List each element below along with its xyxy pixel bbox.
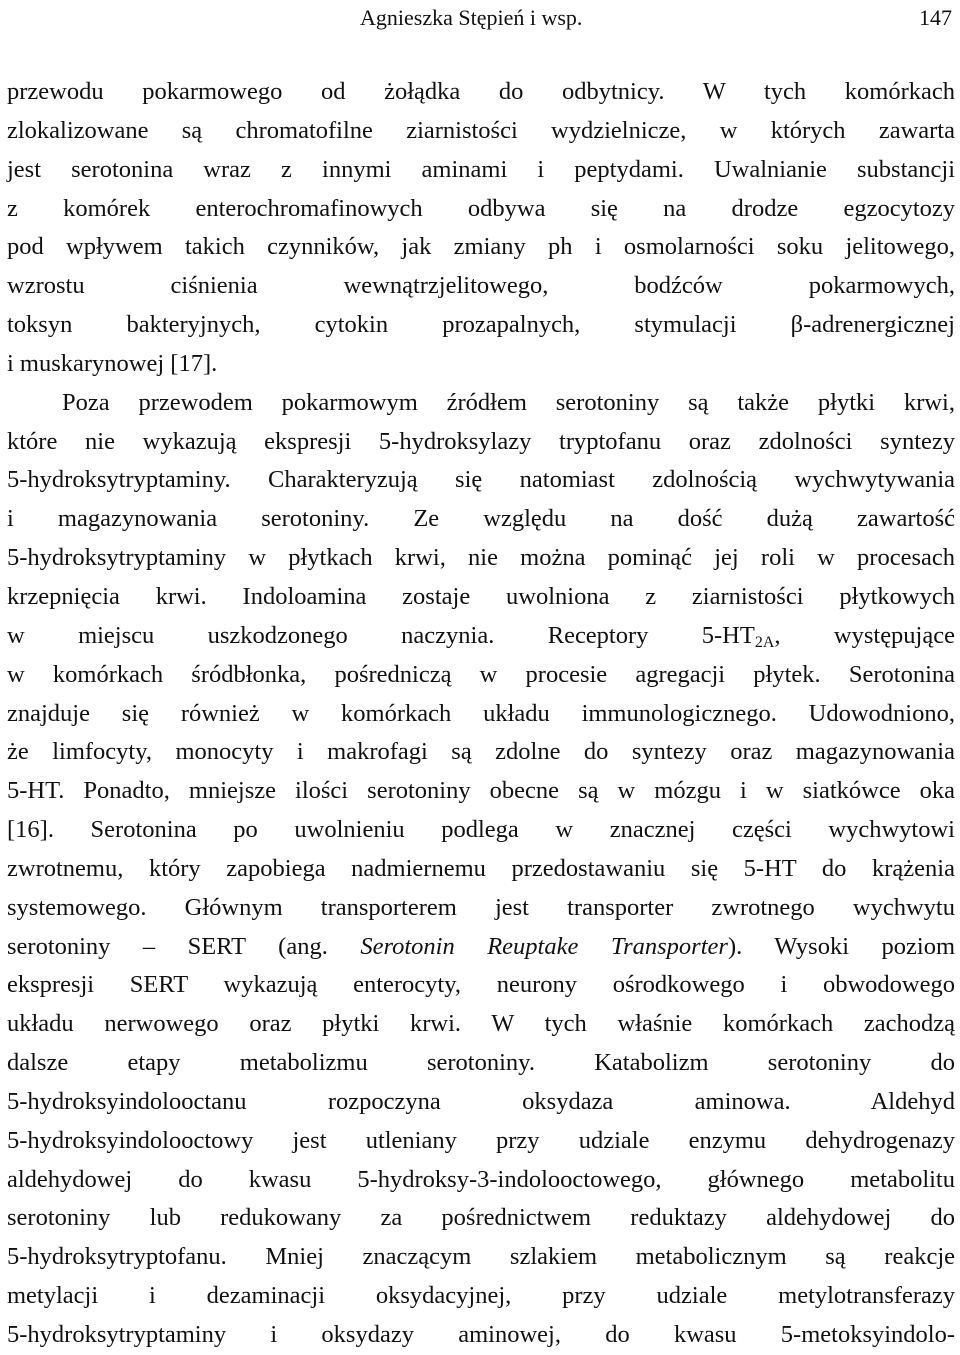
text-line: wzrostu ciśnienia wewnątrzjelitowego, bodźców pokarmowych, [7,272,955,300]
text-line: serotoniny lub redukowany za pośrednictwem reduktazy aldehydowej do [7,1204,955,1232]
text-line: aldehydowej do kwasu 5-hydroksy-3-indolooctowego, głównego metabolitu [7,1165,955,1193]
text-line: w komórkach śródbłonka, pośredniczą w procesie agregacji płytek. Serotonina [7,660,955,688]
text-line: Poza przewodem pokarmowym źródłem serotoniny są także płytki krwi, [62,388,955,416]
text-line: z komórek enterochromafinowych odbywa się na drodze egzocytozy [7,194,955,222]
page-number: 147 [919,5,952,30]
text-line: 5-hydroksytryptaminy. Charakteryzują się natomiast zdolnością wychwytywania [7,466,955,494]
text-line: i magazynowania serotoniny. Ze względu na dość dużą zawartość [7,505,955,533]
header-author: Agnieszka Stępień i wsp. [360,5,583,30]
text-line: 5-hydroksytryptaminy w płytkach krwi, nie można pominąć jej roli w procesach [7,544,955,572]
text-line: i muskarynowej [17]. [7,349,218,377]
text-line: jest serotonina wraz z innymi aminami i peptydami. Uwalnianie substancji [7,155,955,183]
text-line: znajduje się również w komórkach układu immunologicznego. Udowodniono, [7,699,955,727]
text-segment: ). Wysoki poziom [727,932,956,960]
body-text [7,73,955,1355]
text-line: pod wpływem takich czynników, jak zmiany ph i osmolarności soku jelitowego, [7,233,955,261]
text-line: 5-hydroksyindolooctanu rozpoczyna oksydaza aminowa. Aldehyd [7,1087,955,1115]
text-line: 5-HT. Ponadto, mniejsze ilości serotoniny obecne są w mózgu i w siatkówce oka [7,777,955,805]
text-segment: , występujące [774,621,955,649]
text-line: 5-hydroksytryptaminy i oksydazy aminowej, do kwasu 5-metoksyindolo- [7,1321,955,1348]
text-line: 5-hydroksyindolooctowy jest utleniany przy udziale enzymu dehydrogenazy [7,1126,955,1154]
text-line: przewodu pokarmowego od żołądka do odbytnicy. W tych komórkach [7,78,955,105]
text-line: [16]. Serotonina po uwolnieniu podlega w znacznej części wychwytowi [7,816,955,844]
text-line: krzepnięcia krwi. Indoloamina zostaje uwolniona z ziarnistości płytkowych [7,582,955,610]
running-header [0,2,960,34]
text-line: zwrotnemu, który zapobiega nadmiernemu przedostawaniu się 5-HT do krążenia [7,854,955,882]
text-line: dalsze etapy metabolizmu serotoniny. Katabolizm serotoniny do [7,1049,955,1077]
subscript: 2A [754,633,775,651]
text-line [7,617,955,656]
text-line: 5-hydroksytryptofanu. Mniej znaczącym szlakiem metabolicznym są reakcje [7,1243,955,1271]
text-line: toksyn bakteryjnych, cytokin prozapalnych, stymulacji β-adrenergicznej [7,311,955,339]
text-line: układu nerwowego oraz płytki krwi. W tych właśnie komórkach zachodzą [7,1010,955,1038]
text-line: zlokalizowane są chromatofilne ziarnistości wydzielnicze, w których zawarta [7,116,955,144]
text-line: że limfocyty, monocyty i makrofagi są zdolne do syntezy oraz magazynowania [7,738,955,766]
text-segment: serotoniny – SERT (ang. [7,932,361,960]
text-line [7,928,955,967]
text-line: które nie wykazują ekspresji 5-hydroksylazy tryptofanu oraz zdolności syntezy [7,427,955,455]
text-line: ekspresji SERT wykazują enterocyty, neurony ośrodkowego i obwodowego [7,971,955,999]
italic-term: Serotonin Reuptake Transporter [360,932,728,960]
text-line: metylacji i dezaminacji oksydacyjnej, przy udziale metylotransferazy [7,1282,955,1310]
text-segment: w miejscu uszkodzonego naczynia. Receptory 5-HT [7,621,755,649]
text-line: systemowego. Głównym transporterem jest transporter zwrotnego wychwytu [7,893,955,921]
